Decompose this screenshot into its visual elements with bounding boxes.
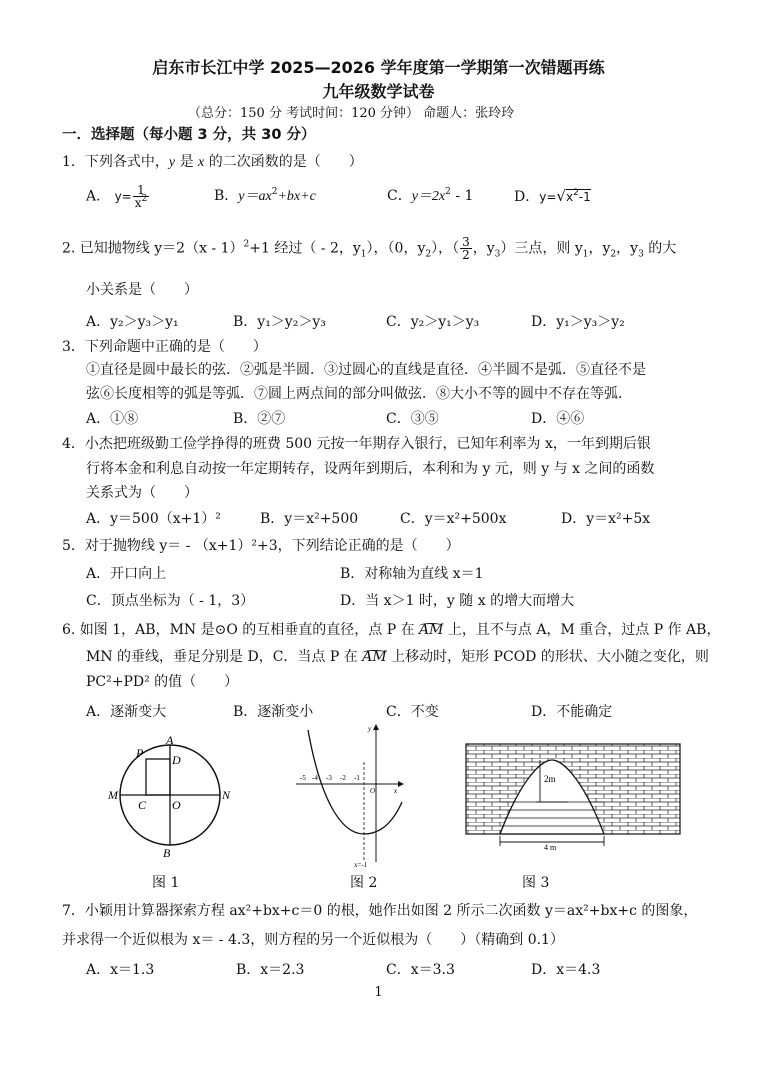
width-label: 4 m [544,843,557,852]
q5-option-a: A．开口向上 [86,566,167,582]
page-number: 1 [374,985,383,1000]
q6-option-d: D．不能确定 [531,704,613,720]
figure-1-caption: 图 1 [152,875,180,891]
figure-2-parabola-graph [290,722,410,870]
q5-option-b: B．对称轴为直线 x＝1 [340,566,484,582]
question-3-line-2: 弦⑥长度相等的弧是等弧．⑦圆上两点间的部分叫做弦．⑧大小不等的圆中不存在等弧． [86,386,632,402]
q6-option-b: B．逐渐变小 [233,704,314,720]
label-n: N [222,788,231,802]
tick--3: -3 [326,774,332,782]
question-6-line-1: 6. 如图 1，AB，MN 是⊙O 的互相垂直的直径，点 P 在 AM 上，且不与点 A，M 重合，过点 P 作 AB， [62,622,721,638]
q5-option-c: C．顶点坐标为（ - 1，3） [86,593,255,609]
q4-option-b: B．y＝x²+500 [260,511,359,527]
figure-3-caption: 图 3 [522,875,550,891]
q2-option-a: A．y₂＞y₃＞y₁ [86,314,179,330]
tick--1: -1 [354,774,360,782]
q1-option-b: B．$y=ax^2+bx+c$ [214,187,316,204]
question-7-line-2: 并求得一个近似根为 x＝ - 4.3，则方程的另一个近似根为（ ）（精确到 0.1） [62,932,564,948]
question-6-line-3: PC²+PD² 的值（ ） [86,674,239,690]
q4-option-d: D．y＝x²+5x [561,511,651,527]
label-o: O [172,798,181,812]
q1-option-d: D．$y=√x^2-1$ [514,187,591,205]
tick--5: -5 [300,774,306,782]
label-c: C [138,798,147,812]
y-axis-label: y [368,725,372,733]
q2-option-c: C．y₂＞y₁＞y₃ [386,314,480,330]
question-5-stem: 5．对于抛物线 y＝ - （x+1）²+3，下列结论正确的是（ ） [62,538,460,554]
question-2-stem-cont: 小关系是（ ） [86,282,198,298]
label-a: A [166,733,174,747]
question-4-line-3: 关系式为（ ） [86,485,198,501]
label-p: P [136,746,144,760]
q7-option-d: D．x＝4.3 [531,962,601,978]
q2-option-b: B．y₁＞y₂＞y₃ [233,314,326,330]
q1-option-a: A． y= $\frac{1}{x^2}$ [86,183,148,210]
figure-2-caption: 图 2 [350,875,378,891]
question-4-line-1: 4．小杰把班级勤工俭学挣得的班费 500 元按一年期存入银行，已知年利率为 x，一年到期后银 [62,436,651,452]
q3-option-b: B．②⑦ [233,411,286,427]
q2-option-d: D．y₁＞y₃＞y₂ [531,314,625,330]
tick--4: -4 [312,774,318,782]
label-b: B [163,846,171,860]
height-label: 2m [544,774,556,784]
question-3-line-1: ①直径是圆中最长的弦．②弧是半圆．③过圆心的直线是直径．④半圆不是弧．⑤直径不是 [86,362,646,378]
tick--2: -2 [340,774,346,782]
q1-option-c: C．$y=2x^2 - 1$ [387,187,474,204]
q4-option-a: A．y＝500（x+1）² [86,511,221,527]
exam-info: （总分：150 分 考试时间：120 分钟） 命题人：张玲玲 [188,106,515,121]
figure-3-bridge-arch [464,742,684,852]
q6-option-a: A．逐渐变大 [86,704,167,720]
question-7-line-1: 7．小颖用计算器探索方程 ax²+bx+c＝0 的根，她作出如图 2 所示二次函数 y＝ax²+bx+c 的图象， [62,903,698,919]
question-6-line-2: MN 的垂线，垂足分别是 D，C．当点 P 在 AM 上移动时，矩形 PCOD 的形状、大小随之变化，则 [86,649,709,665]
q7-option-b: B．x＝2.3 [236,962,305,978]
question-3-stem: 3．下列命题中正确的是（ ） [62,339,267,355]
q7-option-c: C．x＝3.3 [386,962,455,978]
section-heading: 一．选择题（每小题 3 分，共 30 分） [62,127,316,143]
x-axis-label: x [394,787,398,795]
label-m: M [108,788,118,802]
origin-label: O [370,787,376,795]
symmetry-axis-label: x=-1 [354,861,368,869]
question-2-stem: 2. 已知抛物线 y＝2（x - 1）$^2$+1 经过（ - 2，$y_1$），（0，$y_2$），（ $\frac{3}{2}$ ，$y_3$）三点，则 $y_1$，$y_2$，$y_3$ 的大 [62,235,677,262]
exam-subtitle: 九年级数学试卷 [322,82,435,101]
q3-option-a: A．①⑧ [86,411,139,427]
q5-option-d: D．当 x＞1 时，y 随 x 的增大而增大 [340,593,575,609]
q4-option-c: C．y＝x²+500x [400,511,507,527]
question-4-line-2: 行将本金和利息自动按一年定期转存，设两年到期后，本利和为 y 元，则 y 与 x 之间的函数 [86,461,655,477]
q7-option-a: A．x＝1.3 [86,962,155,978]
figure-1-circle-diagram [100,732,240,862]
q3-option-d: D．④⑥ [531,411,585,427]
question-1-stem: 1．下列各式中，y 是 x 的二次函数的是（ ） [62,154,363,170]
label-d: D [172,753,181,767]
q6-option-c: C．不变 [386,704,439,720]
q3-option-c: C．③⑤ [386,411,439,427]
exam-title: 启东市长江中学 2025—2026 学年度第一学期第一次错题再练 [152,58,605,77]
